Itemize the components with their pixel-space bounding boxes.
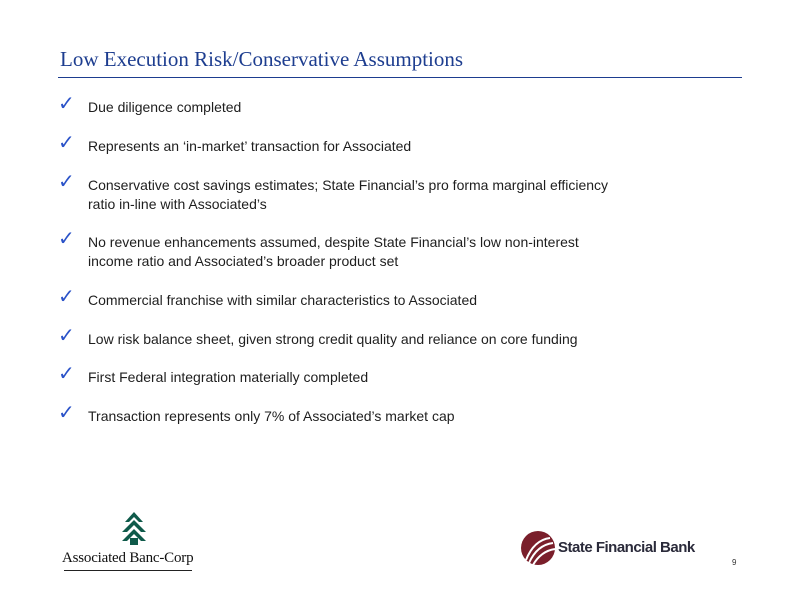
bullet-line: Conservative cost savings estimates; State Financial’s pro forma marginal efficiency [88,177,609,193]
bullet-line: No revenue enhancements assumed, despite State Financial’s low non-interest [88,234,579,250]
associated-banc-corp-logo [62,512,210,574]
bullet-text [88,368,698,387]
bullet-text [88,98,698,117]
check-icon: ✓ [58,226,75,250]
bullet-text [88,330,698,349]
bullet-line: Transaction represents only 7% of Associated’s market cap [88,408,455,424]
bullet-text [88,176,698,214]
sfb-swirl-icon [520,530,558,568]
check-icon: ✓ [58,361,75,385]
bullet-line: First Federal integration materially completed [88,369,369,385]
check-icon: ✓ [58,400,75,424]
page-number: 9 [732,558,737,567]
state-financial-bank-logo [520,528,720,568]
bullet-text [88,137,698,156]
bullet-text [88,407,698,426]
check-icon: ✓ [58,284,75,308]
check-icon: ✓ [58,323,75,347]
associated-logo-text: Associated Banc-Corp [62,550,194,566]
bullet-line: Represents an ‘in-market’ transaction for Associated [88,138,412,154]
check-icon: ✓ [58,91,75,115]
bullet-line: ratio in-line with Associated’s [88,196,267,212]
associated-logo-underline [64,570,192,571]
bullet-line: income ratio and Associated’s broader product set [88,253,399,269]
bullet-text [88,233,698,271]
sfb-logo-text: State Financial Bank [558,539,695,556]
title-divider [58,77,742,78]
bullet-text [88,291,698,310]
bullet-line: Low risk balance sheet, given strong credit quality and reliance on core funding [88,331,578,347]
bullet-line: Commercial franchise with similar characteristics to Associated [88,292,478,308]
check-icon: ✓ [58,169,75,193]
check-icon: ✓ [58,130,75,154]
bullet-line: Due diligence completed [88,99,242,115]
associated-arrow-icon [62,512,210,552]
slide-title: Low Execution Risk/Conservative Assumptions [60,47,464,71]
